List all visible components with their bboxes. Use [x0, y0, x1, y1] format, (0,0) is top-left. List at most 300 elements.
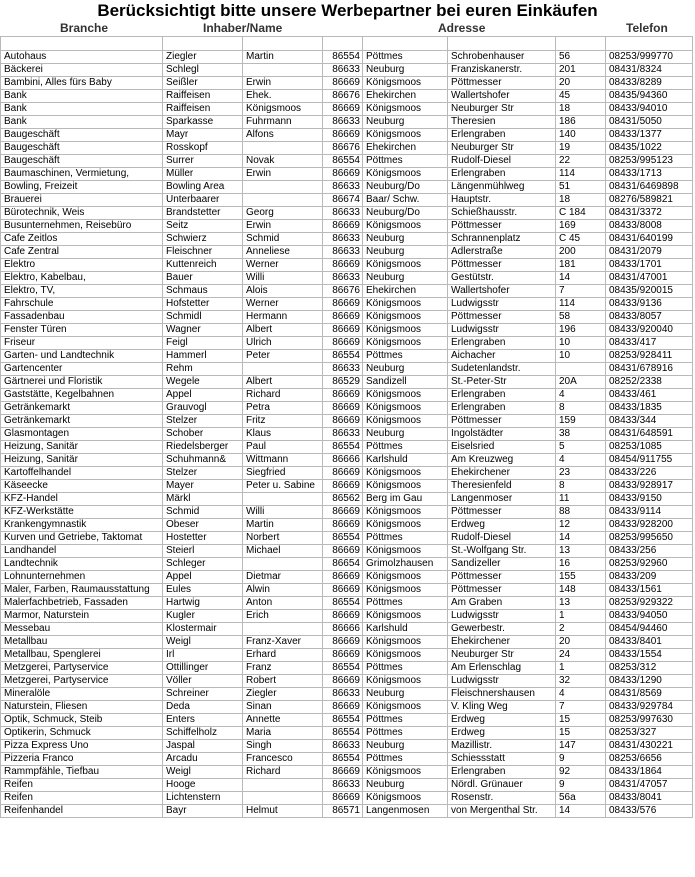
cell-ort: Ehekirchen: [363, 142, 448, 155]
cell-plz: 86633: [323, 233, 363, 246]
cell-inhaber: Schwierz: [163, 233, 243, 246]
cell-hausnummer: 155: [556, 571, 606, 584]
cell-plz: 86554: [323, 51, 363, 64]
cell-strasse: Ludwigsstr: [448, 610, 556, 623]
cell-strasse: Erlengraben: [448, 402, 556, 415]
cell-inhaber: Seitz: [163, 220, 243, 233]
cell-inhaber: Appel: [163, 389, 243, 402]
cell-name: [243, 64, 323, 77]
cell-hausnummer: C 184: [556, 207, 606, 220]
cell-plz: 86669: [323, 77, 363, 90]
cell-telefon: 08433/94050: [606, 610, 693, 623]
cell-hausnummer: 13: [556, 597, 606, 610]
cell-hausnummer: 147: [556, 740, 606, 753]
cell-telefon: 08433/9150: [606, 493, 693, 506]
cell-branche: Bürotechnik, Weis: [1, 207, 163, 220]
cell-ort: Königsmoos: [363, 298, 448, 311]
cell-strasse: Pöttmesser: [448, 584, 556, 597]
table-row: [1, 506, 693, 519]
cell-name: Siegfried: [243, 467, 323, 480]
cell-ort: Königsmoos: [363, 584, 448, 597]
cell-branche: Gaststätte, Kegelbahnen: [1, 389, 163, 402]
cell-strasse: Schrannenplatz: [448, 233, 556, 246]
table-row: [1, 454, 693, 467]
table-row: [1, 480, 693, 493]
cell-telefon: 08433/94010: [606, 103, 693, 116]
cell-inhaber: Schober: [163, 428, 243, 441]
cell-telefon: 08253/997630: [606, 714, 693, 727]
cell-plz: 86554: [323, 662, 363, 675]
cell-name: Annette: [243, 714, 323, 727]
cell-telefon: 08253/1085: [606, 441, 693, 454]
cell-name: Ziegler: [243, 688, 323, 701]
cell-plz: 86633: [323, 116, 363, 129]
cell-branche: Bowling, Freizeit: [1, 181, 163, 194]
cell-telefon: 08253/312: [606, 662, 693, 675]
cell-plz: 86669: [323, 519, 363, 532]
cell-branche: Kartoffelhandel: [1, 467, 163, 480]
cell-name: Werner: [243, 298, 323, 311]
cell-plz: 86633: [323, 740, 363, 753]
cell-ort: Pöttmes: [363, 441, 448, 454]
cell-hausnummer: 56a: [556, 792, 606, 805]
cell-telefon: 08431/3372: [606, 207, 693, 220]
cell-branche: Elektro, Kabelbau,: [1, 272, 163, 285]
cell-plz: 86669: [323, 324, 363, 337]
cell-plz: 86554: [323, 753, 363, 766]
cell-strasse: Erdweg: [448, 714, 556, 727]
cell-telefon: 08433/1561: [606, 584, 693, 597]
table-row: [1, 727, 693, 740]
cell-telefon: 08433/417: [606, 337, 693, 350]
cell-ort: Königsmoos: [363, 480, 448, 493]
cell-hausnummer: 12: [556, 519, 606, 532]
cell-hausnummer: 10: [556, 350, 606, 363]
cell-hausnummer: 14: [556, 532, 606, 545]
cell-branche: Bank: [1, 90, 163, 103]
cell-ort: Königsmoos: [363, 701, 448, 714]
cell-strasse: Ingolstädter: [448, 428, 556, 441]
table-row: [1, 805, 693, 818]
cell-name: [243, 558, 323, 571]
cell-branche: Getränkemarkt: [1, 402, 163, 415]
cell-name: Helmut: [243, 805, 323, 818]
table-row: [1, 311, 693, 324]
table-row: [1, 402, 693, 415]
table-row: [1, 467, 693, 480]
cell-telefon: 08431/8569: [606, 688, 693, 701]
cell-ort: Königsmoos: [363, 389, 448, 402]
cell-hausnummer: C 45: [556, 233, 606, 246]
cell-plz: 86529: [323, 376, 363, 389]
cell-strasse: Nördl. Grünauer: [448, 779, 556, 792]
table-row: [1, 428, 693, 441]
cell-hausnummer: 9: [556, 779, 606, 792]
table-row: [1, 584, 693, 597]
cell-strasse: Ludwigsstr: [448, 298, 556, 311]
cell-telefon: 08431/430221: [606, 740, 693, 753]
table-row: [1, 246, 693, 259]
cell-inhaber: Bowling Area: [163, 181, 243, 194]
cell-inhaber: Weigl: [163, 636, 243, 649]
cell-strasse: Eiselsried: [448, 441, 556, 454]
cell-name: Erich: [243, 610, 323, 623]
cell-ort: Königsmoos: [363, 77, 448, 90]
cell-plz: 86669: [323, 103, 363, 116]
cell-branche: Malerfachbetrieb, Fassaden: [1, 597, 163, 610]
cell-strasse: Neuburger Str: [448, 103, 556, 116]
cell-plz: 86666: [323, 623, 363, 636]
header-inhaber: Inhaber/Name: [203, 21, 283, 35]
cell-telefon: 08433/8008: [606, 220, 693, 233]
blank-cell: [243, 37, 323, 51]
table-row: [1, 181, 693, 194]
cell-ort: Pöttmes: [363, 532, 448, 545]
cell-name: Ehek.: [243, 90, 323, 103]
cell-ort: Karlshuld: [363, 623, 448, 636]
cell-strasse: Am Graben: [448, 597, 556, 610]
cell-hausnummer: 7: [556, 701, 606, 714]
cell-ort: Königsmoos: [363, 168, 448, 181]
table-body: [1, 37, 693, 818]
cell-hausnummer: 14: [556, 272, 606, 285]
cell-inhaber: Schreiner: [163, 688, 243, 701]
cell-branche: Lohnunternehmen: [1, 571, 163, 584]
cell-inhaber: Enters: [163, 714, 243, 727]
cell-branche: Fenster Türen: [1, 324, 163, 337]
cell-strasse: Aichacher: [448, 350, 556, 363]
cell-name: Richard: [243, 389, 323, 402]
cell-hausnummer: 2: [556, 623, 606, 636]
cell-branche: Cafe Zeitlos: [1, 233, 163, 246]
cell-branche: Elektro: [1, 259, 163, 272]
cell-inhaber: Schlegl: [163, 64, 243, 77]
cell-inhaber: Arcadu: [163, 753, 243, 766]
cell-telefon: 08433/1290: [606, 675, 693, 688]
cell-telefon: 08433/209: [606, 571, 693, 584]
cell-strasse: Sudetenlandstr.: [448, 363, 556, 376]
cell-inhaber: Völler: [163, 675, 243, 688]
cell-hausnummer: 45: [556, 90, 606, 103]
cell-inhaber: Schmidl: [163, 311, 243, 324]
table-row: [1, 116, 693, 129]
cell-hausnummer: [556, 363, 606, 376]
cell-inhaber: Surrer: [163, 155, 243, 168]
cell-name: Fuhrmann: [243, 116, 323, 129]
cell-inhaber: Bayr: [163, 805, 243, 818]
column-header-row: [0, 21, 695, 37]
cell-strasse: Ehekirchener: [448, 636, 556, 649]
blank-cell: [1, 37, 163, 51]
cell-strasse: Pöttmesser: [448, 571, 556, 584]
header-telefon: Telefon: [626, 21, 668, 35]
cell-hausnummer: 38: [556, 428, 606, 441]
header-branche: Branche: [60, 21, 109, 35]
cell-inhaber: Feigl: [163, 337, 243, 350]
cell-plz: 86669: [323, 701, 363, 714]
cell-ort: Königsmoos: [363, 792, 448, 805]
cell-ort: Königsmoos: [363, 324, 448, 337]
cell-inhaber: Steierl: [163, 545, 243, 558]
cell-name: Michael: [243, 545, 323, 558]
cell-hausnummer: 92: [556, 766, 606, 779]
cell-strasse: St.-Peter-Str: [448, 376, 556, 389]
cell-hausnummer: 15: [556, 714, 606, 727]
cell-branche: Gartencenter: [1, 363, 163, 376]
cell-ort: Königsmoos: [363, 402, 448, 415]
cell-hausnummer: 169: [556, 220, 606, 233]
cell-plz: 86669: [323, 168, 363, 181]
cell-name: Willi: [243, 272, 323, 285]
cell-hausnummer: 7: [556, 285, 606, 298]
cell-name: Richard: [243, 766, 323, 779]
cell-plz: 86669: [323, 571, 363, 584]
cell-ort: Königsmoos: [363, 636, 448, 649]
cell-ort: Königsmoos: [363, 506, 448, 519]
cell-telefon: 08252/2338: [606, 376, 693, 389]
cell-branche: Landtechnik: [1, 558, 163, 571]
cell-branche: Getränkemarkt: [1, 415, 163, 428]
table-row: [1, 714, 693, 727]
cell-inhaber: Mayer: [163, 480, 243, 493]
table-row: [1, 779, 693, 792]
cell-strasse: Wallertshofer: [448, 285, 556, 298]
cell-plz: 86669: [323, 311, 363, 324]
cell-plz: 86676: [323, 285, 363, 298]
table-row: [1, 194, 693, 207]
cell-plz: 86676: [323, 142, 363, 155]
cell-inhaber: Unterbaarer: [163, 194, 243, 207]
cell-inhaber: Irl: [163, 649, 243, 662]
table-row: [1, 168, 693, 181]
cell-strasse: Neuburger Str: [448, 649, 556, 662]
cell-name: Novak: [243, 155, 323, 168]
cell-plz: 86669: [323, 636, 363, 649]
cell-name: Alwin: [243, 584, 323, 597]
cell-branche: Fassadenbau: [1, 311, 163, 324]
cell-branche: Metzgerei, Partyservice: [1, 662, 163, 675]
cell-ort: Königsmoos: [363, 649, 448, 662]
cell-inhaber: Wegele: [163, 376, 243, 389]
cell-branche: Maler, Farben, Raumausstattung: [1, 584, 163, 597]
cell-name: Albert: [243, 376, 323, 389]
cell-inhaber: Obeser: [163, 519, 243, 532]
cell-strasse: Erlengraben: [448, 129, 556, 142]
cell-branche: KFZ-Handel: [1, 493, 163, 506]
cell-inhaber: Hostetter: [163, 532, 243, 545]
cell-name: Alois: [243, 285, 323, 298]
cell-hausnummer: 140: [556, 129, 606, 142]
cell-inhaber: Hooge: [163, 779, 243, 792]
cell-name: Robert: [243, 675, 323, 688]
cell-hausnummer: 88: [556, 506, 606, 519]
cell-ort: Neuburg: [363, 272, 448, 285]
cell-telefon: 08253/995123: [606, 155, 693, 168]
cell-strasse: Rudolf-Diesel: [448, 532, 556, 545]
cell-plz: 86554: [323, 532, 363, 545]
cell-telefon: 08433/344: [606, 415, 693, 428]
cell-ort: Königsmoos: [363, 467, 448, 480]
cell-branche: Bank: [1, 116, 163, 129]
cell-inhaber: Märkl: [163, 493, 243, 506]
cell-strasse: Pöttmesser: [448, 311, 556, 324]
cell-branche: Optikerin, Schmuck: [1, 727, 163, 740]
cell-inhaber: Ziegler: [163, 51, 243, 64]
cell-name: Schmid: [243, 233, 323, 246]
cell-name: Erwin: [243, 220, 323, 233]
cell-hausnummer: 9: [556, 753, 606, 766]
cell-plz: 86554: [323, 714, 363, 727]
cell-name: Georg: [243, 207, 323, 220]
cell-plz: 86562: [323, 493, 363, 506]
cell-ort: Pöttmes: [363, 714, 448, 727]
cell-ort: Königsmoos: [363, 766, 448, 779]
cell-branche: Pizzeria Franco: [1, 753, 163, 766]
cell-branche: Bambini, Alles fürs Baby: [1, 77, 163, 90]
cell-inhaber: Appel: [163, 571, 243, 584]
table-row: [1, 285, 693, 298]
table-row: [1, 649, 693, 662]
cell-inhaber: Hofstetter: [163, 298, 243, 311]
cell-telefon: 08433/8401: [606, 636, 693, 649]
cell-telefon: 08433/8041: [606, 792, 693, 805]
cell-plz: 86633: [323, 246, 363, 259]
cell-plz: 86669: [323, 649, 363, 662]
cell-inhaber: Lichtenstern: [163, 792, 243, 805]
cell-name: Maria: [243, 727, 323, 740]
cell-strasse: Erdweg: [448, 727, 556, 740]
cell-branche: Optik, Schmuck, Steib: [1, 714, 163, 727]
cell-plz: 86654: [323, 558, 363, 571]
cell-inhaber: Sparkasse: [163, 116, 243, 129]
cell-plz: 86669: [323, 415, 363, 428]
cell-telefon: 08431/640199: [606, 233, 693, 246]
cell-telefon: 08454/911755: [606, 454, 693, 467]
cell-branche: Käseecke: [1, 480, 163, 493]
cell-inhaber: Müller: [163, 168, 243, 181]
cell-ort: Neuburg: [363, 688, 448, 701]
cell-name: Dietmar: [243, 571, 323, 584]
cell-plz: 86669: [323, 220, 363, 233]
cell-telefon: 08253/6656: [606, 753, 693, 766]
cell-branche: Heizung, Sanitär: [1, 454, 163, 467]
cell-ort: Königsmoos: [363, 675, 448, 688]
cell-inhaber: Schmaus: [163, 285, 243, 298]
table-row: [1, 792, 693, 805]
cell-inhaber: Eules: [163, 584, 243, 597]
cell-strasse: von Mergenthal Str.: [448, 805, 556, 818]
cell-inhaber: Stelzer: [163, 467, 243, 480]
table-row: [1, 532, 693, 545]
cell-branche: Baugeschäft: [1, 142, 163, 155]
cell-telefon: 08433/576: [606, 805, 693, 818]
cell-telefon: 08433/920040: [606, 324, 693, 337]
cell-plz: 86669: [323, 259, 363, 272]
cell-ort: Neuburg: [363, 740, 448, 753]
cell-telefon: 08253/92960: [606, 558, 693, 571]
cell-branche: Rammpfähle, Tiefbau: [1, 766, 163, 779]
cell-name: Peter u. Sabine: [243, 480, 323, 493]
cell-telefon: 08433/256: [606, 545, 693, 558]
cell-name: Anton: [243, 597, 323, 610]
cell-branche: Marmor, Naturstein: [1, 610, 163, 623]
cell-plz: 86633: [323, 207, 363, 220]
page-title: Berücksichtigt bitte unsere Werbepartner bei euren Einkäufen: [97, 1, 598, 20]
cell-strasse: Theresienfeld: [448, 480, 556, 493]
cell-branche: Busunternehmen, Reisebüro: [1, 220, 163, 233]
cell-plz: 86669: [323, 129, 363, 142]
table-row: [1, 701, 693, 714]
cell-name: Erwin: [243, 168, 323, 181]
cell-telefon: 08431/47001: [606, 272, 693, 285]
cell-name: Albert: [243, 324, 323, 337]
cell-branche: Krankengymnastik: [1, 519, 163, 532]
cell-telefon: 08433/928917: [606, 480, 693, 493]
cell-inhaber: Schiffelholz: [163, 727, 243, 740]
cell-hausnummer: 20: [556, 77, 606, 90]
cell-branche: Baugeschäft: [1, 129, 163, 142]
table-row: [1, 142, 693, 155]
cell-inhaber: Weigl: [163, 766, 243, 779]
table-row: [1, 155, 693, 168]
table-row: [1, 545, 693, 558]
partner-table: [0, 36, 693, 818]
cell-hausnummer: 24: [556, 649, 606, 662]
cell-inhaber: Raiffeisen: [163, 90, 243, 103]
cell-strasse: Am Erlenschlag: [448, 662, 556, 675]
cell-name: [243, 792, 323, 805]
cell-hausnummer: 1: [556, 610, 606, 623]
cell-plz: 86666: [323, 454, 363, 467]
cell-strasse: Theresien: [448, 116, 556, 129]
cell-strasse: Pöttmesser: [448, 415, 556, 428]
cell-name: Martin: [243, 51, 323, 64]
table-row: [1, 298, 693, 311]
cell-plz: 86633: [323, 363, 363, 376]
cell-telefon: 08433/1701: [606, 259, 693, 272]
cell-strasse: Wallertshofer: [448, 90, 556, 103]
cell-name: [243, 142, 323, 155]
cell-ort: Berg im Gau: [363, 493, 448, 506]
cell-branche: KFZ-Werkstätte: [1, 506, 163, 519]
cell-inhaber: Rehm: [163, 363, 243, 376]
cell-branche: Kurven und Getriebe, Taktomat: [1, 532, 163, 545]
cell-ort: Neuburg: [363, 363, 448, 376]
cell-branche: Reifen: [1, 792, 163, 805]
table-row: [1, 662, 693, 675]
cell-inhaber: Kugler: [163, 610, 243, 623]
cell-inhaber: Schmid: [163, 506, 243, 519]
cell-branche: Metallbau, Spenglerei: [1, 649, 163, 662]
cell-strasse: Schrobenhauser: [448, 51, 556, 64]
cell-strasse: Erlengraben: [448, 389, 556, 402]
cell-branche: Pizza Express Uno: [1, 740, 163, 753]
cell-ort: Ehekirchen: [363, 285, 448, 298]
cell-plz: 86554: [323, 155, 363, 168]
cell-telefon: 08433/1377: [606, 129, 693, 142]
cell-telefon: 08435/920015: [606, 285, 693, 298]
cell-ort: Sandizell: [363, 376, 448, 389]
table-row: [1, 207, 693, 220]
cell-name: Alfons: [243, 129, 323, 142]
cell-plz: 86669: [323, 402, 363, 415]
cell-strasse: V. Kling Weg: [448, 701, 556, 714]
cell-hausnummer: 16: [556, 558, 606, 571]
cell-name: [243, 194, 323, 207]
cell-inhaber: Schuhmann&: [163, 454, 243, 467]
cell-hausnummer: 8: [556, 480, 606, 493]
cell-strasse: Schießhausstr.: [448, 207, 556, 220]
